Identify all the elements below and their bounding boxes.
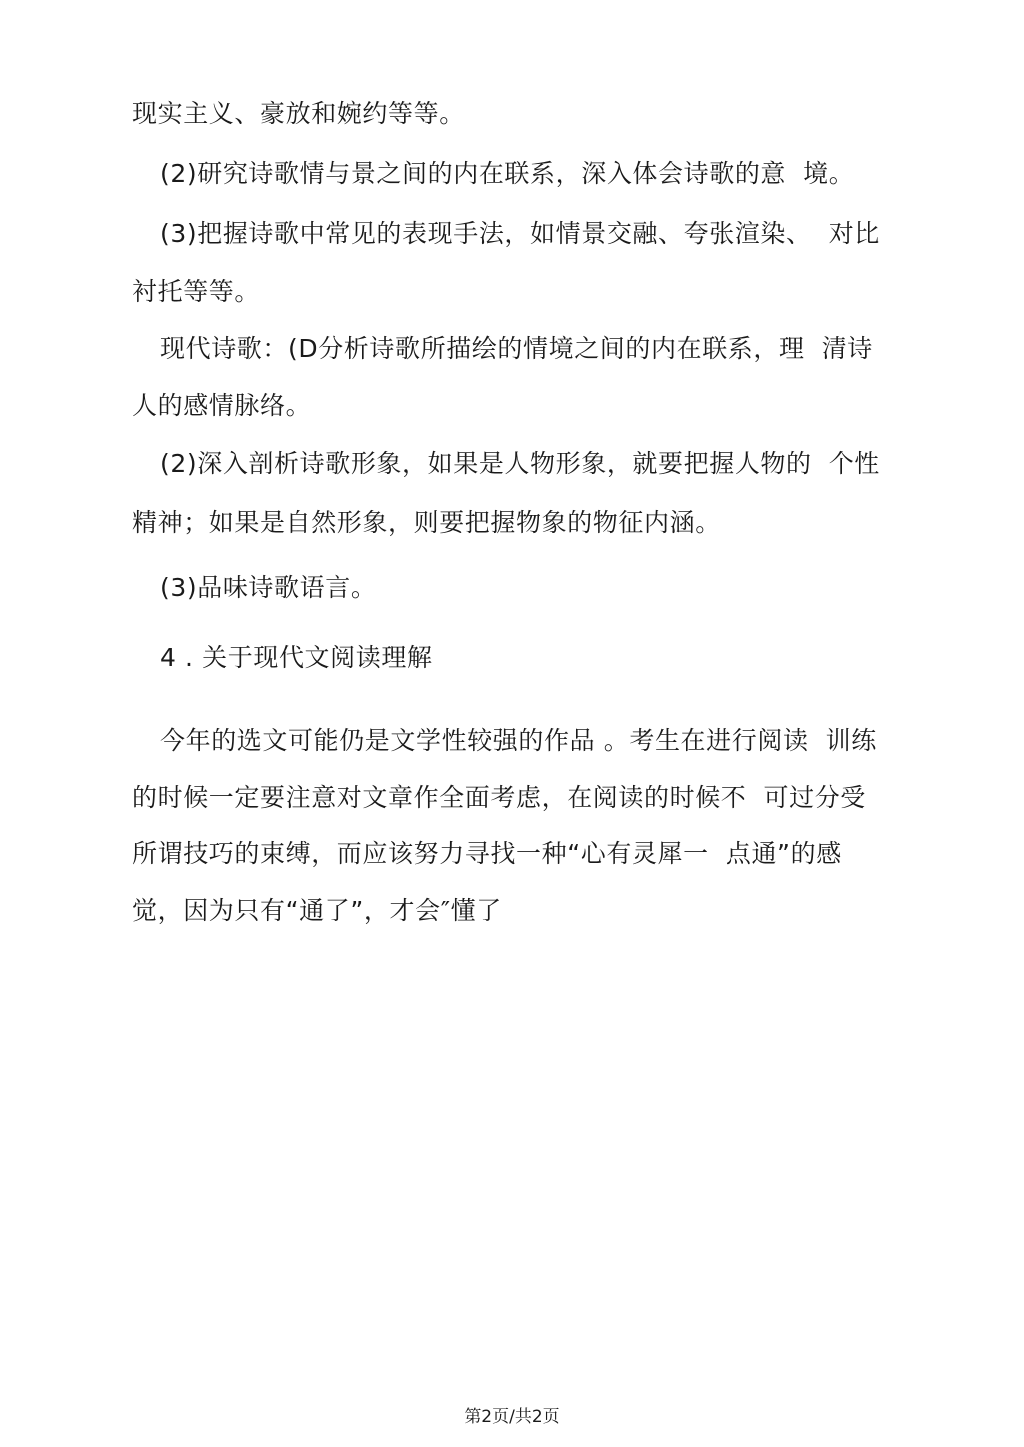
text-line: 人的感情脉络。 [132, 391, 312, 420]
text-line: 现实主义、豪放和婉约等等。 [132, 99, 465, 128]
text-line: 的时候一定要注意对文章作全面考虑，在阅读的时候不 可过分受 [132, 783, 866, 812]
page-number: 第2页/共2页 [464, 1407, 560, 1427]
text-line: (3)把握诗歌中常见的表现手法，如情景交融、夸张渲染、 对比 [160, 219, 880, 248]
text-line: (2)深入剖析诗歌形象，如果是人物形象，就要把握人物的 个性 [160, 449, 880, 478]
text-line: 觉，因为只有“通了”，才会″懂了 [132, 896, 502, 925]
text-line: 衬托等等。 [132, 277, 261, 306]
text-line: (3)品味诗歌语言。 [160, 573, 377, 602]
text-line: 精神；如果是自然形象，则要把握物象的物征内涵。 [132, 508, 721, 537]
text-line: (2)研究诗歌情与景之间的内在联系，深入体会诗歌的意 境。 [160, 159, 855, 188]
text-line: 所谓技巧的束缚，而应该努力寻找一种“心有灵犀一 点通”的感 [132, 839, 842, 868]
text-line: 今年的选文可能仍是文学性较强的作品 。考生在进行阅读 训练 [160, 726, 877, 755]
section-heading: 4 . 关于现代文阅读理解 [160, 643, 433, 672]
text-line: 现代诗歌：(D分析诗歌所描绘的情境之间的内在联系，理 清诗 [160, 334, 873, 363]
